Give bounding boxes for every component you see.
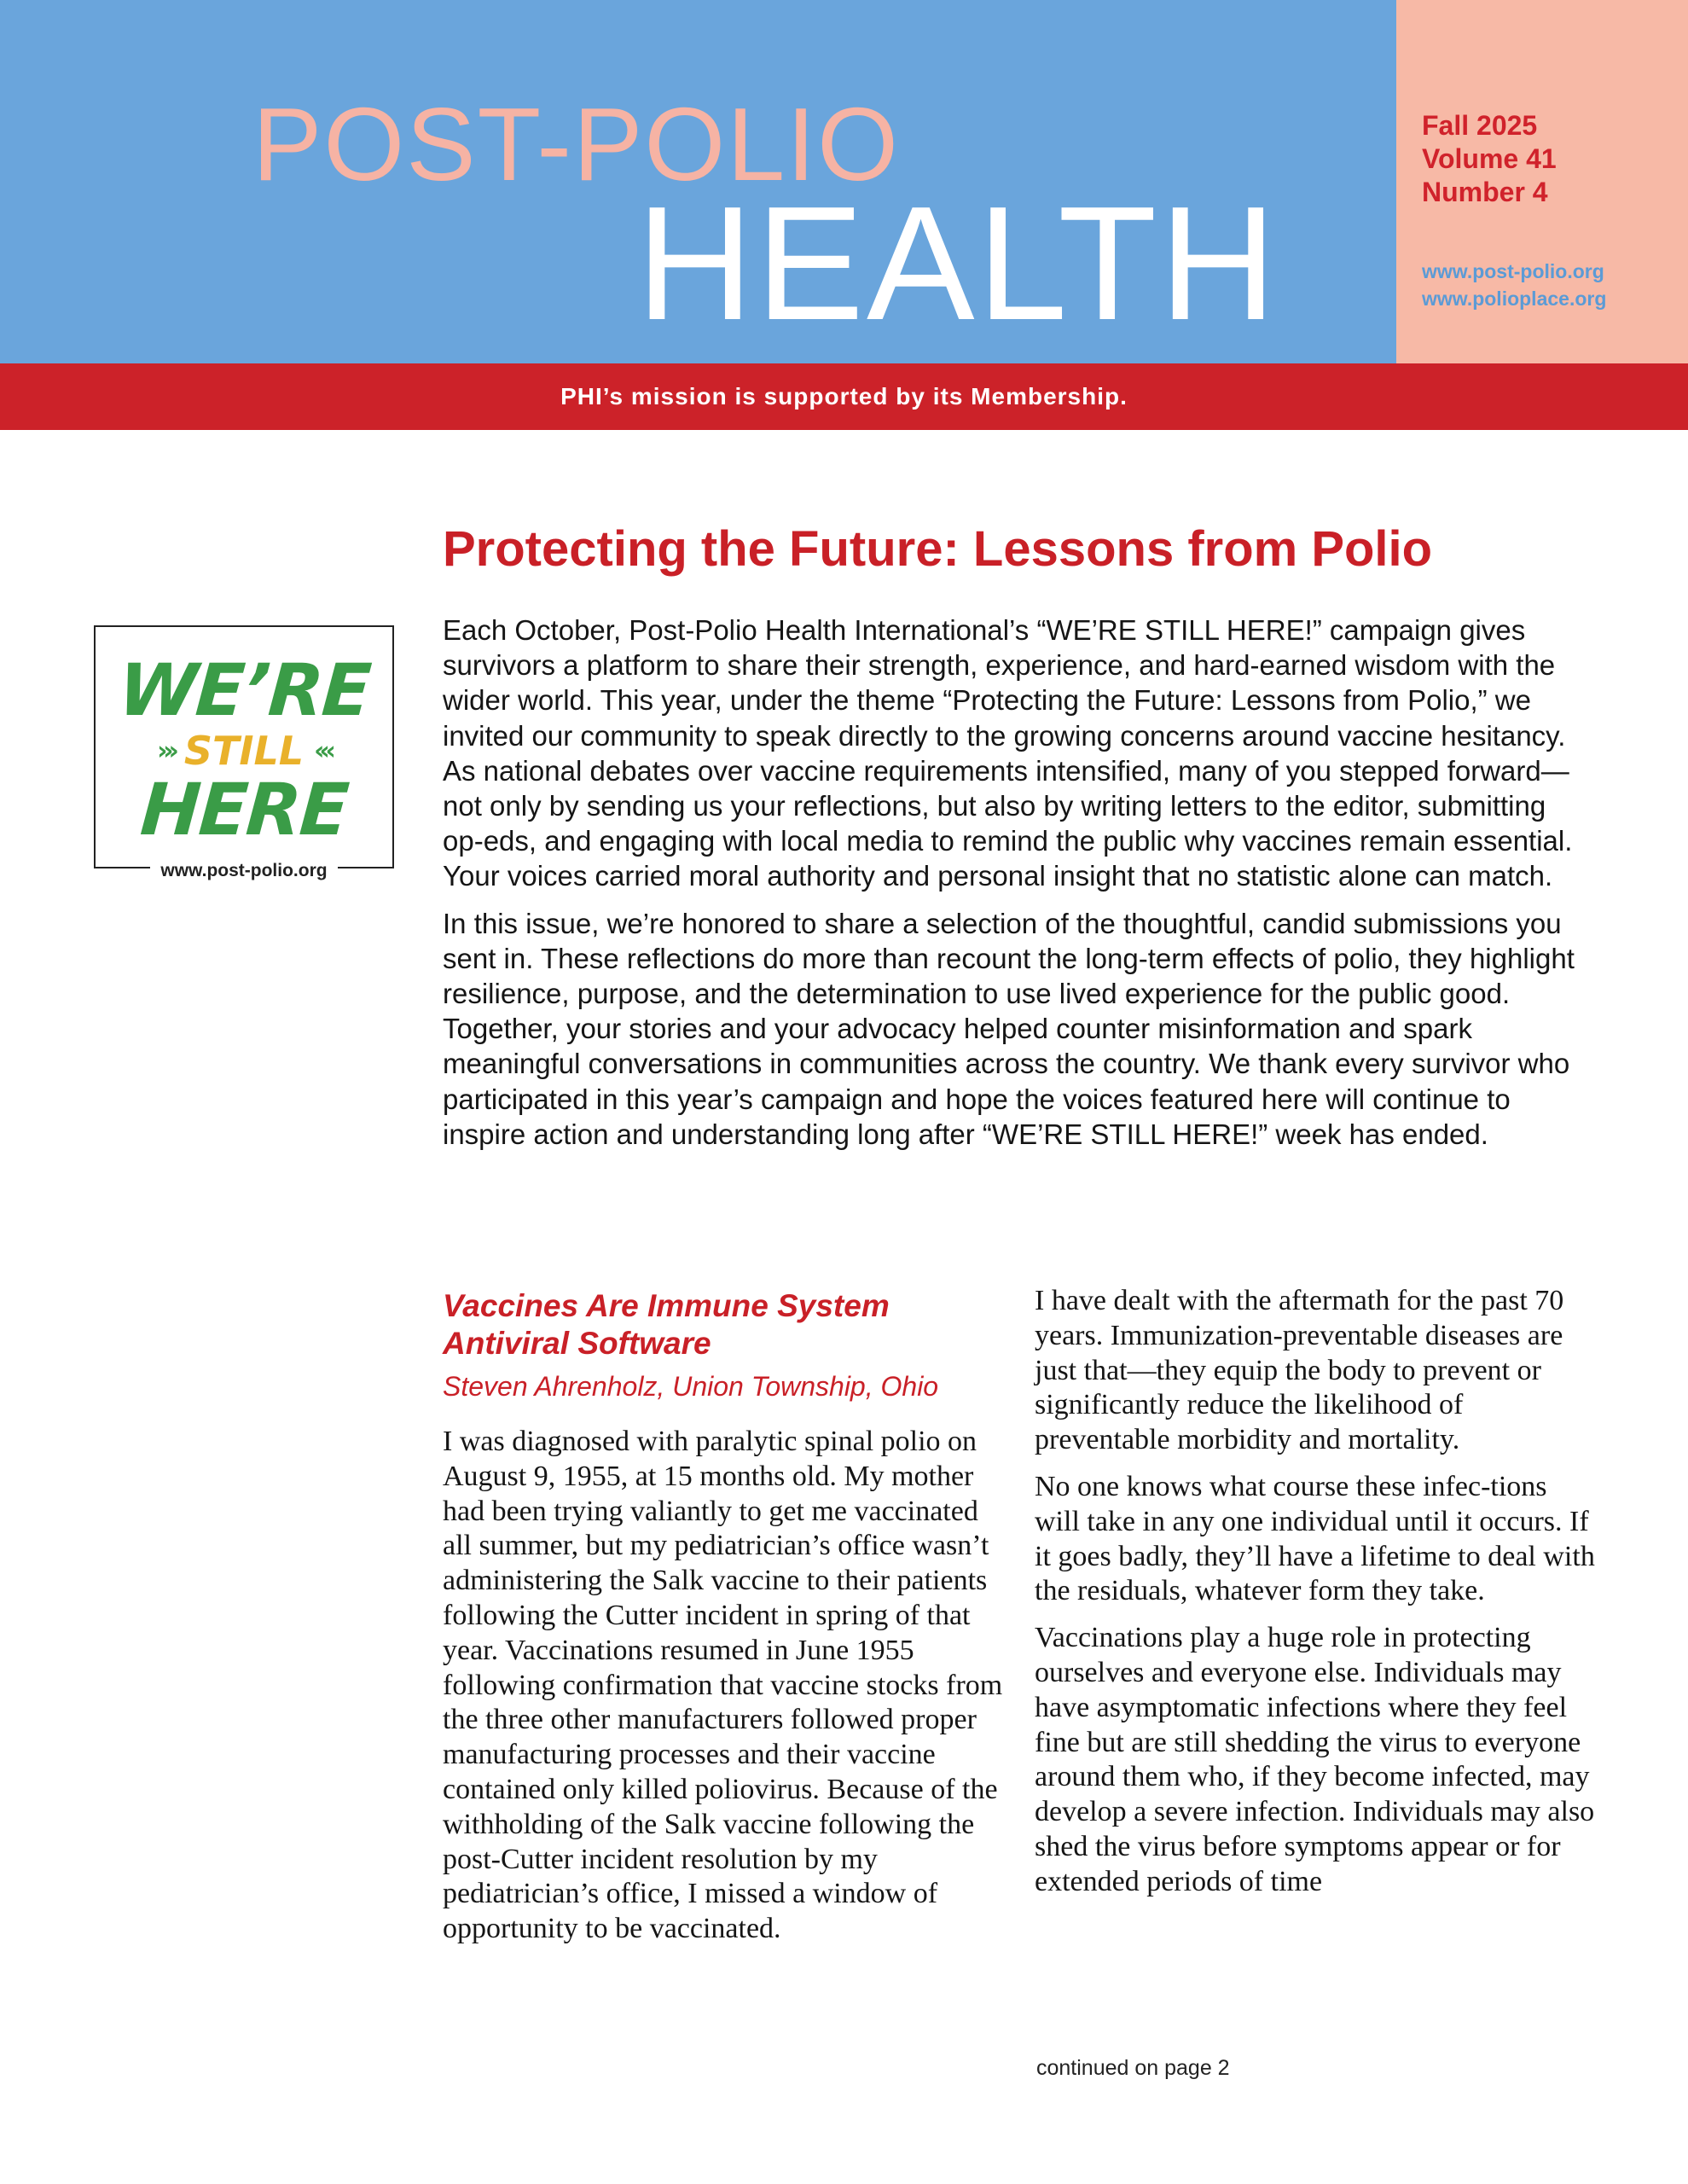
article-paragraph: I have dealt with the aftermath for the past 70 years. Immunization-preventable diseases are just that—they equip the body to prevent or significantly reduce the likelihood of preventable morbidity and mortality. xyxy=(1035,1285,1564,1456)
article-column-right xyxy=(1035,1284,1598,1912)
intro-paragraph: In this issue, we’re honored to share a selection of the thoughtful, candid submissions you sent in. These reflections do more than recount the long-term effects of polio, they highlight resilience, purpose, and the determination to use lived experience for the public good. Together, your stories and your advocacy helped counter misinformation and spark meaningful conversations in communities across the country. We thank every survivor who participated in this year’s campaign and hope the voices featured here will continue to inspire action and understanding long after “WE’RE STILL HERE!” week has ended. xyxy=(443,907,1575,1150)
website-link-post-polio[interactable]: www.post-polio.org xyxy=(1422,260,1604,282)
chevron-right-icon: »› xyxy=(157,735,174,766)
issue-volume: Volume 41 xyxy=(1422,143,1557,174)
continued-note: continued on page 2 xyxy=(1036,2056,1230,2080)
issue-number: Number 4 xyxy=(1422,177,1548,207)
article-paragraph: Vaccinations play a huge role in protecting ourselves and everyone else. Individuals may have asymptomatic infections where they feel fine but are still shedding the virus to everyone around them who, if they become infected, may develop a severe infection. Individuals may also shed the virus before symptoms appear or for extended periods of time xyxy=(1035,1622,1595,1897)
article-title xyxy=(443,1287,1006,1362)
article-body-left xyxy=(443,1425,1006,1947)
membership-banner: PHI’s mission is supported by its Membership. xyxy=(0,363,1688,430)
article-title-line: Vaccines Are Immune System xyxy=(443,1288,890,1323)
intro-paragraph: Each October, Post-Polio Health International’s “WE’RE STILL HERE!” campaign gives survivors a platform to share their strength, experience, and hard-earned wisdom with the wider world. This year, under the theme “Protecting the Future: Lessons from Polio,” we invited our community to speak directly to the growing concerns around vaccine hesitancy. As national debates over vaccine requirements intensified, many of you stepped forward—not only by sending us your reflections, but also by writing letters to the editor, submitting op-eds, and engaging with local media to remind the public why vaccines remain essential. Your voices carried moral authority and personal insight that no statistic alone can match. xyxy=(443,614,1573,892)
article-body-right xyxy=(1035,1284,1598,1900)
logo-text-here: HERE xyxy=(137,768,351,851)
article-paragraph: I was diagnosed with paralytic spinal polio on August 9, 1955, at 15 months old. My mother had been trying valiantly to get me vaccinated all summer, but my pediatrician’s office wasn’t administering the Salk vaccine to their patients following the Cutter incident in spring of that year. Vaccinations resumed in June 1955 following confirmation that vaccine stocks from the three other manufacturers followed proper manufacturing processes and their vaccine contained only killed poliovirus. Because of the withholding of the Salk vaccine following the post-Cutter incident resolution by my pediatrician’s office, I missed a window of opportunity to be vaccinated. xyxy=(443,1426,1003,1945)
article-byline: Steven Ahrenholz, Union Township, Ohio xyxy=(443,1371,939,1402)
article-column-left xyxy=(443,1284,1006,1959)
website-links xyxy=(1422,258,1606,312)
article-paragraph: No one knows what course these infec-tions will take in any one individual until it occurs. If it goes badly, they’ll have a lifetime to deal with the residuals, whatever form they take. xyxy=(1035,1470,1595,1607)
intro-section xyxy=(443,613,1590,1164)
logo-url-text: www.post-polio.org xyxy=(150,861,337,880)
masthead-title-post-polio: POST-POLIO xyxy=(252,86,900,202)
chevron-left-icon: ‹« xyxy=(314,735,331,766)
logo-text-were: WE’RE xyxy=(115,648,373,732)
logo-middle-row xyxy=(96,728,392,774)
masthead-title-health: HEALTH xyxy=(636,173,1279,354)
issue-details xyxy=(1422,109,1557,209)
issue-season: Fall 2025 xyxy=(1422,110,1538,141)
logo-url xyxy=(96,861,392,881)
masthead xyxy=(0,0,1396,363)
article-title-line: Antiviral Software xyxy=(443,1326,711,1361)
were-still-here-logo xyxy=(94,625,394,880)
website-link-polioplace[interactable]: www.polioplace.org xyxy=(1422,288,1607,310)
logo-text-still: STILL xyxy=(183,728,305,774)
page-headline: Protecting the Future: Lessons from Polio xyxy=(443,521,1433,577)
